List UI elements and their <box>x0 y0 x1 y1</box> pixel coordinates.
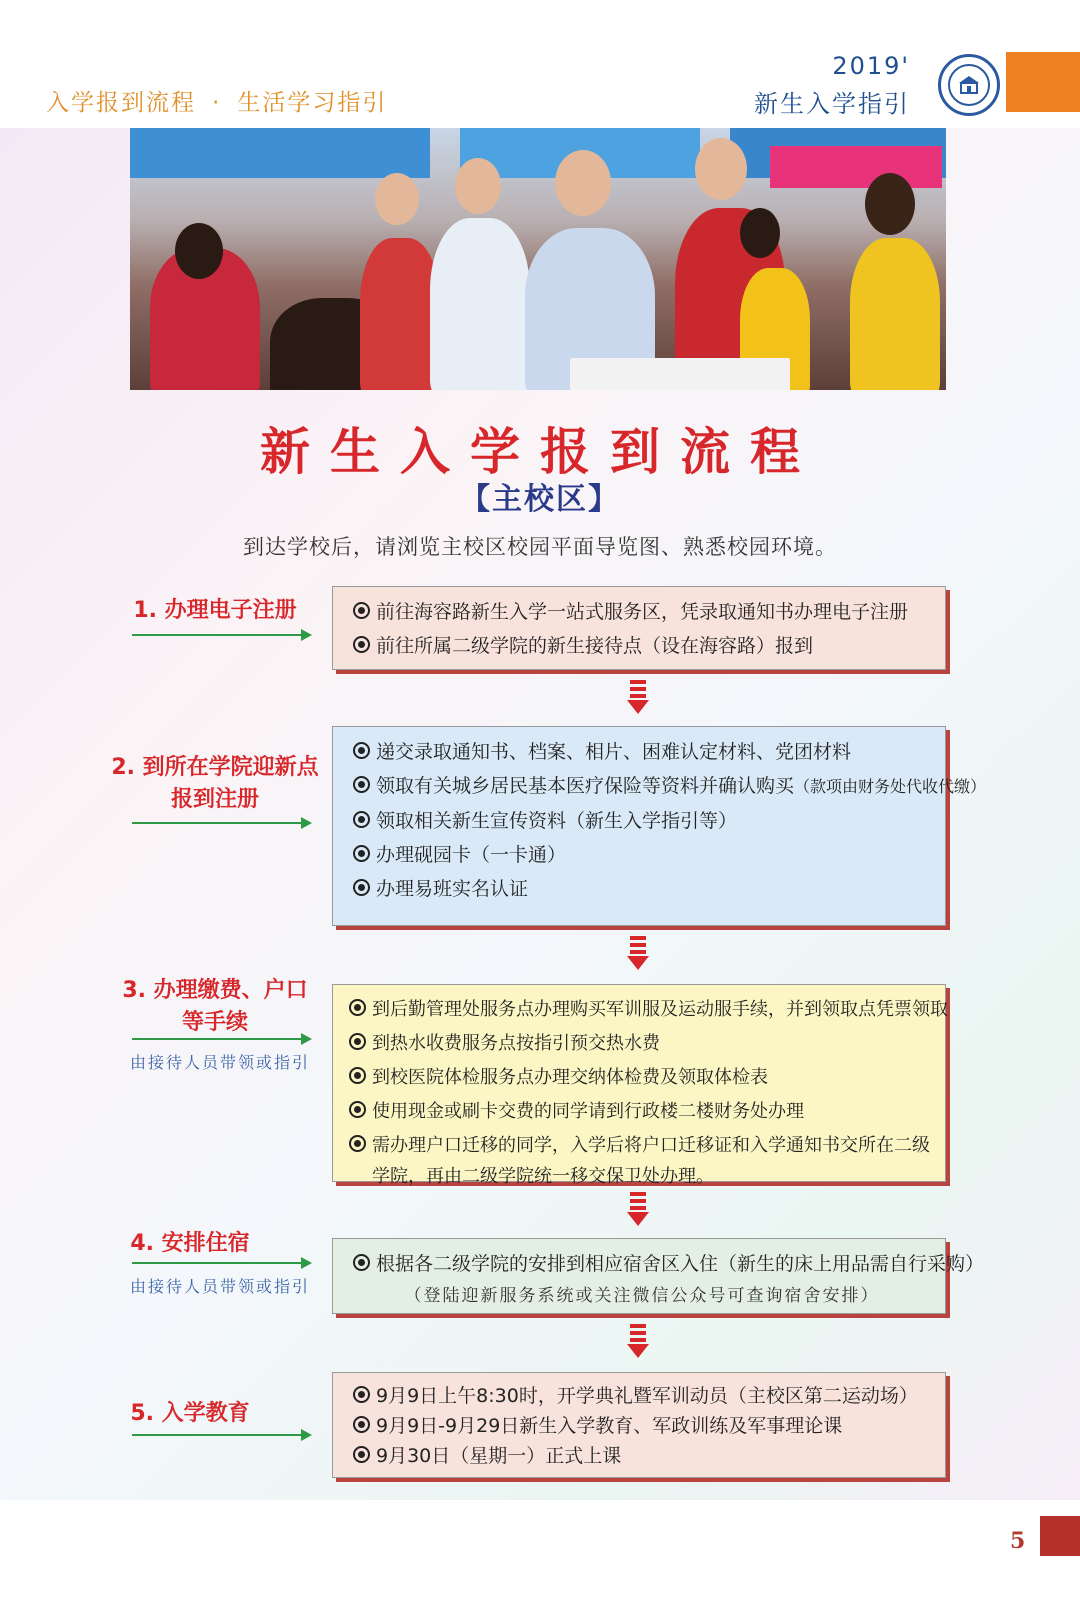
page-header <box>0 0 1080 128</box>
step-3-item: 使用现金或刷卡交费的同学请到行政楼二楼财务处办理 <box>349 1095 931 1129</box>
step-2-box <box>332 726 987 926</box>
breadcrumb-right: 生活学习指引 <box>237 90 388 116</box>
step-3-label: 3. 办理缴费、户口 等手续 <box>122 978 308 1035</box>
step-3-item-continued: 学院，再由二级学院统一移交保卫处办理。 <box>372 1166 714 1187</box>
step-2-label: 2. 到所在学院迎新点 报到注册 <box>111 755 319 812</box>
campus-subtitle: 【主校区】 <box>460 482 620 517</box>
down-arrow-icon <box>627 1192 649 1228</box>
step-1-item: 前往所属二级学院的新生接待点（设在海容路）报到 <box>353 629 931 663</box>
step-2-item: 递交录取通知书、档案、相片、困难认定材料、党团材料 <box>353 735 931 769</box>
step-5-item: 9月9日上午8:30时，开学典礼暨军训动员（主校区第二运动场） <box>353 1381 931 1411</box>
step-5-label: 5. 入学教育 <box>130 1401 250 1426</box>
step-1-label: 1. 办理电子注册 <box>133 598 297 623</box>
registration-photo <box>130 128 946 390</box>
step-5-arrow <box>132 1434 310 1436</box>
step-2-item: 领取相关新生宣传资料（新生入学指引等） <box>353 804 931 838</box>
step-5-box <box>332 1372 946 1478</box>
university-logo-icon <box>938 54 1000 116</box>
step-2-item: 领取有关城乡居民基本医疗保险等资料并确认购买（款项由财务处代收代缴） <box>353 769 931 804</box>
step-5-item: 9月9日-9月29日新生入学教育、军政训练及军事理论课 <box>353 1411 931 1441</box>
down-arrow-icon <box>627 1324 649 1360</box>
breadcrumb-separator: · <box>212 90 222 116</box>
breadcrumb-left: 入学报到流程 <box>46 90 196 116</box>
header-accent-block <box>1006 52 1080 112</box>
step-3-item: 到校医院体检服务点办理交纳体检费及领取体检表 <box>349 1061 931 1095</box>
intro-text: 到达学校后，请浏览主校区校园平面导览图、熟悉校园环境。 <box>243 535 837 559</box>
step-4-hint: （登陆迎新服务系统或关注微信公众号可查询宿舍安排） <box>404 1286 880 1306</box>
page-number-accent <box>1040 1516 1080 1556</box>
step-4-box <box>332 1238 985 1314</box>
step-4-label: 4. 安排住宿 <box>130 1231 250 1256</box>
header-guide-title: 新生入学指引 <box>754 90 910 118</box>
step-4-note: 由接待人员带领或指引 <box>129 1277 310 1296</box>
page-number: 5 <box>1010 1528 1026 1554</box>
step-1-arrow <box>132 634 310 636</box>
step-2-arrow <box>132 822 310 824</box>
step-4-item: 根据各二级学院的安排到相应宿舍区入住（新生的床上用品需自行采购） <box>353 1247 931 1281</box>
step-3-item: 到后勤管理处服务点办理购买军训服及运动服手续，并到领取点凭票领取 <box>349 993 931 1027</box>
header-year: 2019' <box>832 52 910 80</box>
step-3-box <box>332 984 948 1187</box>
step-2-item: 办理易班实名认证 <box>353 872 931 906</box>
step-2-item: 办理砚园卡（一卡通） <box>353 838 931 872</box>
down-arrow-icon <box>627 936 649 972</box>
step-1-item: 前往海容路新生入学一站式服务区，凭录取通知书办理电子注册 <box>353 595 931 629</box>
step-3-note: 由接待人员带领或指引 <box>129 1053 310 1072</box>
page-title: 新生入学报到流程 <box>260 422 820 481</box>
breadcrumb <box>46 84 387 117</box>
step-3-item: 需办理户口迁移的同学，入学后将户口迁移证和入学通知书交所在二级 <box>349 1129 931 1163</box>
step-3-item: 到热水收费服务点按指引预交热水费 <box>349 1027 931 1061</box>
step-3-arrow <box>132 1038 310 1040</box>
step-5-item: 9月30日（星期一）正式上课 <box>353 1441 931 1471</box>
down-arrow-icon <box>627 680 649 716</box>
step-4-arrow <box>132 1262 310 1264</box>
step-1-box <box>332 586 946 670</box>
